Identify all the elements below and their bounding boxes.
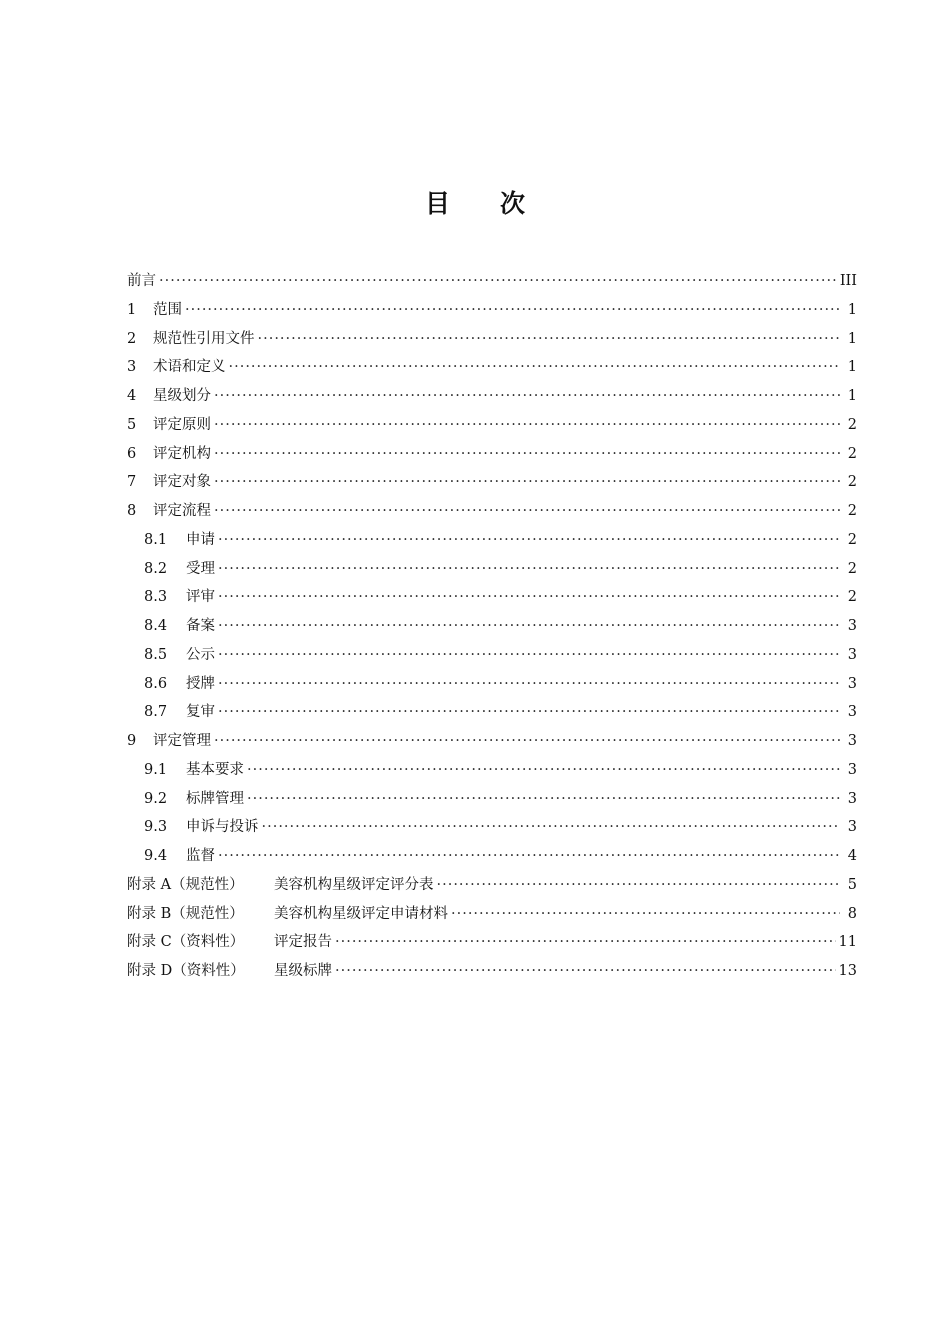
- toc-number: 3: [127, 359, 137, 376]
- toc-subentry[interactable]: [127, 526, 857, 555]
- toc-entry[interactable]: [127, 440, 857, 469]
- toc-page-number: 3: [847, 675, 857, 692]
- toc-subentry[interactable]: [127, 555, 857, 584]
- toc-page-number: 2: [847, 589, 857, 606]
- toc-number: 8.7: [144, 704, 168, 721]
- toc-appendix-label: 附录 A（规范性）: [127, 876, 244, 893]
- toc-page-number: 8: [847, 905, 857, 922]
- toc-page-number: 4: [847, 848, 857, 864]
- toc-page-number: 2: [847, 416, 857, 433]
- toc-label: 评定原则: [153, 416, 211, 433]
- toc-page-number: 3: [847, 646, 857, 663]
- toc-page-number: 3: [847, 761, 857, 778]
- toc-label: 基本要求: [186, 761, 244, 778]
- toc-entry[interactable]: [127, 727, 857, 756]
- toc-leader: [218, 583, 840, 612]
- toc-leader: [159, 267, 837, 296]
- toc-page-number: 1: [847, 301, 857, 318]
- toc-label: 评定报告: [274, 934, 332, 951]
- toc-leader: [262, 813, 841, 842]
- toc-appendix-label: 附录 C（资料性）: [127, 934, 245, 951]
- toc-number: 8.1: [144, 531, 168, 548]
- toc-label: 标牌管理: [186, 790, 244, 807]
- toc-label: 授牌: [186, 675, 215, 692]
- toc-page-number: 13: [838, 963, 857, 979]
- toc-subentry[interactable]: [127, 698, 857, 727]
- toc-number: 8.2: [144, 560, 168, 577]
- toc-number: 9: [127, 733, 137, 749]
- toc-entry-preface[interactable]: [127, 267, 857, 296]
- toc-page-number: 1: [847, 388, 857, 404]
- toc-label: 监督: [186, 848, 215, 864]
- toc-page-number: 11: [838, 934, 857, 951]
- toc-subentry[interactable]: [127, 612, 857, 641]
- toc-appendix-entry[interactable]: [127, 928, 857, 957]
- title-char-2: 次: [500, 189, 526, 218]
- toc-page-number: 2: [847, 474, 857, 491]
- toc-entry[interactable]: [127, 468, 857, 497]
- toc-leader: [214, 411, 840, 440]
- toc-label: 评审: [186, 589, 215, 606]
- toc-appendix-entry[interactable]: [127, 957, 857, 986]
- toc-leader: [437, 871, 841, 900]
- toc-number: 9.3: [144, 819, 168, 836]
- toc-number: 8.5: [144, 646, 168, 663]
- toc-label: 公示: [186, 646, 215, 663]
- toc-number: 9.1: [144, 761, 168, 778]
- toc-subentry[interactable]: [127, 785, 857, 814]
- toc-page-number: 3: [847, 790, 857, 807]
- toc-label: 美容机构星级评定评分表: [274, 876, 434, 893]
- toc-leader: [258, 325, 841, 354]
- toc-label: 备案: [186, 618, 215, 634]
- toc-number: 8.3: [144, 589, 168, 606]
- toc-number: 5: [127, 416, 137, 433]
- toc-leader: [247, 756, 840, 785]
- toc-page-number: III: [839, 273, 857, 289]
- toc-number: 8.6: [144, 675, 168, 692]
- toc-entry[interactable]: [127, 296, 857, 325]
- toc-page-number: 3: [847, 819, 857, 836]
- toc-subentry[interactable]: [127, 813, 857, 842]
- toc-leader: [229, 353, 841, 382]
- toc-leader: [218, 612, 840, 641]
- toc-leader: [218, 641, 840, 670]
- toc-leader: [214, 727, 840, 756]
- toc-page-number: 5: [847, 876, 857, 893]
- toc-appendix-entry[interactable]: [127, 900, 857, 929]
- toc-number: 2: [127, 330, 137, 347]
- toc-label: 评定对象: [153, 474, 211, 491]
- toc-appendix-entry[interactable]: [127, 871, 857, 900]
- toc-number: 9.4: [144, 848, 168, 864]
- title-char-1: 目: [424, 189, 450, 218]
- toc-entry[interactable]: [127, 325, 857, 354]
- toc-subentry[interactable]: [127, 583, 857, 612]
- toc-subentry[interactable]: [127, 641, 857, 670]
- toc-subentry[interactable]: [127, 756, 857, 785]
- toc-leader: [214, 440, 840, 469]
- toc-page-number: 2: [847, 560, 857, 577]
- toc-number: 4: [127, 388, 137, 404]
- toc-page-number: 2: [847, 531, 857, 548]
- toc-label: 范围: [153, 301, 182, 318]
- toc-label: 美容机构星级评定申请材料: [274, 905, 448, 922]
- toc-label: 星级划分: [153, 388, 211, 404]
- toc-leader: [218, 698, 840, 727]
- toc-appendix-label: 附录 D（资料性）: [127, 963, 245, 979]
- toc-label: 评定管理: [153, 733, 211, 749]
- toc-label: 术语和定义: [153, 359, 226, 376]
- toc-label: 复审: [186, 704, 215, 721]
- toc-page-number: 3: [847, 618, 857, 634]
- table-of-contents: [127, 267, 857, 986]
- toc-leader: [218, 670, 840, 699]
- toc-page-number: 3: [847, 733, 857, 749]
- toc-label: 前言: [127, 273, 156, 289]
- page-title: [0, 186, 950, 222]
- toc-leader: [335, 928, 836, 957]
- toc-leader: [214, 468, 840, 497]
- toc-leader: [451, 900, 840, 929]
- toc-label: 评定流程: [153, 503, 211, 519]
- toc-label: 规范性引用文件: [153, 330, 255, 347]
- toc-label: 申请: [186, 531, 215, 548]
- toc-label: 受理: [186, 560, 215, 577]
- toc-page-number: 1: [847, 359, 857, 376]
- toc-label: 评定机构: [153, 445, 211, 462]
- toc-leader: [247, 785, 840, 814]
- toc-appendix-label: 附录 B（规范性）: [127, 905, 244, 922]
- toc-label: 星级标牌: [274, 963, 332, 979]
- toc-page-number: 2: [847, 445, 857, 462]
- toc-leader: [214, 382, 840, 411]
- toc-page-number: 1: [847, 330, 857, 347]
- toc-leader: [335, 957, 836, 986]
- toc-entry[interactable]: [127, 382, 857, 411]
- toc-leader: [218, 842, 840, 871]
- toc-leader: [218, 526, 840, 555]
- toc-page-number: 3: [847, 704, 857, 721]
- toc-number: 8.4: [144, 618, 168, 634]
- toc-page-number: 2: [847, 503, 857, 519]
- toc-number: 7: [127, 474, 137, 491]
- toc-number: 6: [127, 445, 137, 462]
- toc-leader: [185, 296, 840, 325]
- toc-entry[interactable]: [127, 497, 857, 526]
- toc-number: 1: [127, 301, 137, 318]
- toc-subentry[interactable]: [127, 842, 857, 871]
- toc-leader: [214, 497, 840, 526]
- toc-number: 9.2: [144, 790, 168, 807]
- toc-number: 8: [127, 503, 137, 519]
- toc-subentry[interactable]: [127, 670, 857, 699]
- toc-label: 申诉与投诉: [186, 819, 259, 836]
- toc-entry[interactable]: [127, 353, 857, 382]
- toc-entry[interactable]: [127, 411, 857, 440]
- toc-leader: [218, 555, 840, 584]
